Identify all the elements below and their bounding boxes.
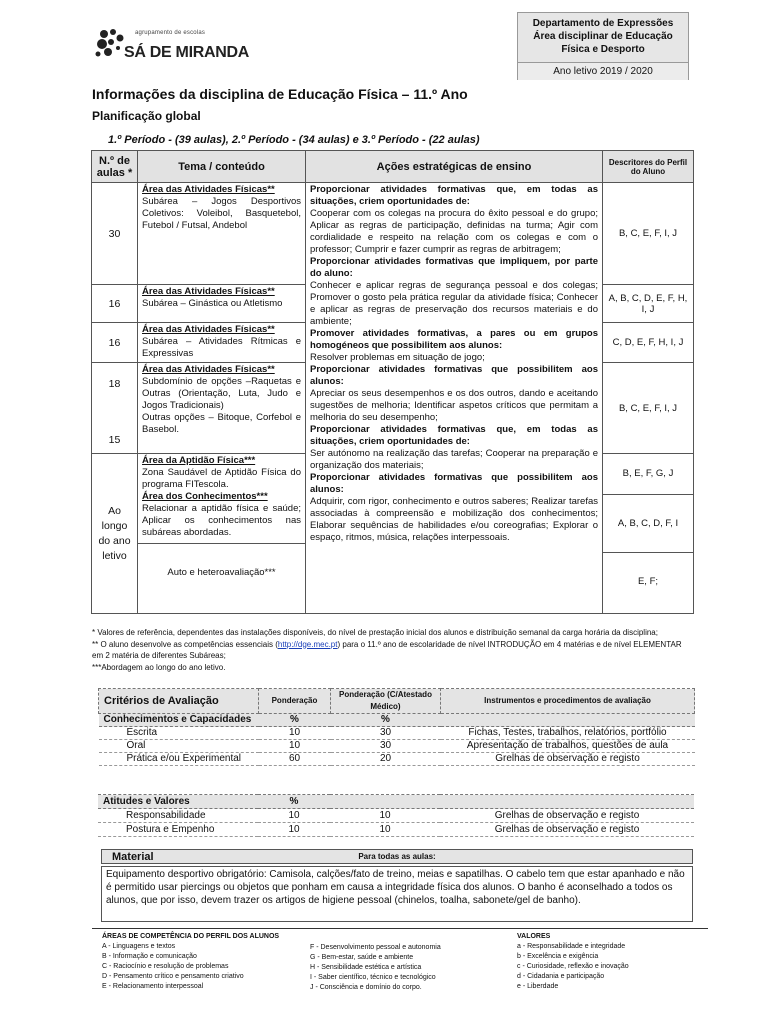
criteria-name: Prática e/ou Experimental [99, 753, 259, 766]
weight-medical-header: Ponderação (C/Atestado Médico) [331, 689, 441, 714]
footnote: * Valores de referência, dependentes das instalações disponíveis, do nível de prestação inicial dos alunos e distribuição semanal da carga horária da disciplina; [92, 628, 658, 637]
legend-values-title: VALORES [517, 933, 551, 940]
tema-cell [138, 285, 306, 323]
tema-title: Área das Atividades Físicas** [142, 324, 275, 335]
aulas-cell: 30 [92, 183, 138, 285]
tema-text: Subárea – Ginástica ou Atletismo [142, 298, 283, 309]
footnotes [92, 627, 692, 673]
weight-medical-value: 20 [331, 753, 441, 766]
legend-item: F - Desenvolvimento pessoal e autonomia [310, 944, 441, 951]
tema-cell [138, 363, 306, 454]
material-label: Material [112, 851, 154, 863]
legend-item: A - Linguagens e textos [102, 943, 176, 950]
weight-medical-value: 30 [331, 740, 441, 753]
instrument-text: Grelhas de observação e registo [440, 809, 694, 823]
weight-value: 10 [258, 809, 330, 823]
legend-item: J - Consciência e domínio do corpo. [310, 984, 422, 991]
tema-title: Área da Aptidão Física*** [142, 455, 256, 466]
aulas-cell [92, 454, 138, 614]
tema-text: Subdomínio de opções –Raquetas e Outras (Orientação, Luta, Judo e Jogos Tradicionais) [142, 376, 301, 411]
page-subtitle: Planificação global [92, 109, 201, 123]
tema-title: Área dos Conhecimentos*** [142, 491, 268, 502]
group-unit: % [331, 714, 441, 727]
tema-text: Auto e heteroavaliação*** [167, 566, 276, 578]
legend-areas-col1 [102, 932, 279, 992]
descritor-cell: A, B, C, D, E, F, H, I, J [603, 285, 694, 323]
descritor-value: E, F; [603, 552, 693, 610]
acao-text: Apreciar os seus desempenhos e os dos outros, dando e aceitando sugestões de melhoria; Identificar aspetos críticos que permitam a melhoria do seu desempenho; [310, 388, 598, 423]
criteria-name: Oral [99, 740, 259, 753]
attitudes-table [98, 794, 694, 837]
acao-heading: Proporcionar atividades formativas que possibilitem aos alunos: [310, 472, 598, 495]
instrument-text: Grelhas de observação e registo [440, 823, 694, 837]
weight-value: 60 [259, 753, 331, 766]
dge-link[interactable]: http://dge.mec.pt [277, 639, 338, 649]
tema-text: Zona Saudável de Aptidão Física do programa FITescola. [142, 467, 301, 490]
tema-cell [138, 323, 306, 363]
tema-title: Área das Atividades Físicas** [142, 184, 275, 195]
acao-text: Adquirir, com rigor, conhecimento e outros saberes; Realizar tarefas associadas à compreensão e mobilização dos conhecimentos; Elaborar sequências de habilidades e/ou coreografias; Explorar o espaço, ritmos, música, relações interpessoais. [310, 496, 598, 543]
dept-line: Física e Desporto [561, 44, 645, 55]
instrument-text: Grelhas de observação e registo [441, 753, 695, 766]
criteria-table [98, 688, 695, 766]
acao-heading: Promover atividades formativas, a pares ou em grupos homogéneos que possibilitem aos alunos: [310, 328, 598, 351]
descritor-cell: C, D, E, F, H, I, J [603, 323, 694, 363]
tema-title: Área das Atividades Físicas** [142, 364, 275, 375]
acao-text: Conhecer e aplicar regras de segurança pessoal e dos colegas; Promover o gosto pela prática regular da atividade física; Conhecer e aplicar as regras de preservação dos recursos materiais e do ambiente; [310, 280, 598, 327]
legend-item: I - Saber científico, técnico e tecnológico [310, 974, 436, 981]
weight-header: Ponderação [259, 689, 331, 714]
school-year: Ano letivo 2019 / 2020 [518, 62, 688, 80]
acao-text: Resolver problemas em situação de jogo; [310, 352, 485, 363]
footnote: ***Abordagem ao longo do ano letivo. [92, 662, 226, 672]
descritor-cell: B, C, E, F, I, J [603, 363, 694, 454]
footnote-part: ) para o 11.º ano de escolaridade de nível INTRODUÇÃO em 4 matérias e de nível ELEMENTAR em 2 matéria de diferentes Subáreas; [92, 639, 682, 660]
dept-line: Área disciplinar de Educação [533, 31, 673, 42]
logo-subtitle: agrupamento de escolas [135, 30, 206, 36]
descritor-cell: B, C, E, F, I, J [603, 183, 694, 285]
tema-cell [138, 183, 306, 285]
acao-text: Cooperar com os colegas na procura do êxito pessoal e do grupo; Aplicar as regras de participação, definidas na turma; Agir com cordialidade e respeito na relação com os colegas e com o professor; Cumprir e fazer cumprir as regras de arbitragem; [310, 208, 598, 255]
tema-text: Relacionar a aptidão física e saúde; Aplicar os conhecimentos nas subáreas abordadas. [142, 503, 301, 538]
acao-heading: Proporcionar atividades formativas que impliquem, por parte do aluno: [310, 256, 598, 279]
footnote-part: ** O aluno desenvolve as competências essenciais ( [92, 639, 278, 649]
criteria-name: Escrita [99, 727, 259, 740]
legend-values-col [517, 932, 629, 992]
instrument-text: Fichas, Testes, trabalhos, relatórios, portfólio [441, 727, 695, 740]
col-header-descritores: Descritores do Perfil do Aluno [603, 151, 694, 183]
aulas-value: Ao longo do ano letivo [98, 504, 131, 562]
tema-text: Subárea – Atividades Rítmicas e Expressivas [142, 336, 301, 359]
tema-cell [138, 454, 306, 614]
legend-item: C - Raciocínio e resolução de problemas [102, 963, 229, 970]
legend-item: H - Sensibilidade estética e artística [310, 964, 422, 971]
weight-value: 10 [258, 823, 330, 837]
legend-item: b - Excelência e exigência [517, 953, 599, 960]
acao-text: Ser autónomo na realização das tarefas; Cooperar na preparação e organização dos materiais; [310, 448, 598, 471]
legend-item: d - Cidadania e participação [517, 973, 605, 980]
page-title: Informações da disciplina de Educação Física – 11.º Ano [92, 86, 468, 102]
tema-text: Subárea – Jogos Desportivos Coletivos: Voleibol, Basquetebol, Futebol / Futsal, Andebol [142, 196, 301, 231]
aulas-cell: 16 [92, 285, 138, 323]
dept-line: Departamento de Expressões [532, 18, 674, 29]
legend-item: B - Informação e comunicação [102, 953, 197, 960]
aulas-value: 15 [108, 434, 121, 446]
aulas-cell: 16 [92, 323, 138, 363]
planning-table [91, 150, 694, 614]
legend [92, 928, 708, 998]
weight-medical-value: 30 [331, 727, 441, 740]
legend-item: D - Pensamento crítico e pensamento criativo [102, 973, 244, 980]
col-header-acoes: Ações estratégicas de ensino [306, 151, 603, 183]
attitude-name: Postura e Empenho [98, 823, 258, 837]
group-name: Conhecimentos e Capacidades [99, 714, 259, 727]
department-box [517, 12, 689, 80]
group-unit: % [259, 714, 331, 727]
material-text: Equipamento desportivo obrigatório: Camisola, calções/fato de treino, meias e sapatilhas. O cabelo tem que estar apanhado e não é permitido usar piercings ou objetos que ponham em causa a integridade física dos alunos. O banho é aconselhado a todos os alunos, que por isso, devem trazer os artigos de higiene pessoal (chinelos, toalha, sabonete/gel de banho). [101, 866, 693, 922]
aulas-value: 18 [108, 378, 121, 390]
legend-item: e - Liberdade [517, 983, 559, 990]
legend-item: c - Curiosidade, reflexão e inovação [517, 963, 629, 970]
col-header-tema: Tema / conteúdo [138, 151, 306, 183]
material-subtitle: Para todas as aulas: [358, 852, 436, 861]
legend-item: E - Relacionamento interpessoal [102, 983, 204, 990]
acao-heading: Proporcionar atividades formativas que possibilitem aos alunos: [310, 364, 598, 387]
tema-text: Outras opções – Bitoque, Corfebol e Basebol. [142, 412, 301, 435]
acao-heading: Proporcionar atividades formativas que, em todas as situações, criem oportunidades de: [310, 184, 598, 207]
group-name: Atitudes e Valores [98, 795, 258, 809]
acoes-cell [306, 183, 603, 614]
descritor-cell [603, 454, 694, 614]
attitude-name: Responsabilidade [98, 809, 258, 823]
weight-value: 10 [259, 727, 331, 740]
material-header [101, 849, 693, 864]
weight-value: 10 [259, 740, 331, 753]
col-header-aulas: N.º de aulas * [92, 151, 138, 183]
legend-item: G - Bem-estar, saúde e ambiente [310, 954, 414, 961]
legend-item: a - Responsabilidade e integridade [517, 943, 626, 950]
instruments-header: Instrumentos e procedimentos de avaliação [441, 689, 695, 714]
footnote [92, 639, 692, 662]
weight-medical-value: 10 [330, 809, 440, 823]
group-unit: % [258, 795, 330, 809]
legend-areas-title: ÁREAS DE COMPETÊNCIA DO PERFIL DOS ALUNOS [102, 933, 280, 940]
instrument-text: Apresentação de trabalhos, questões de aula [441, 740, 695, 753]
aulas-cell [92, 363, 138, 454]
criteria-header: Critérios de Avaliação [99, 689, 259, 714]
weight-medical-value: 10 [330, 823, 440, 837]
descritor-value: A, B, C, D, F, I [603, 494, 693, 552]
periods-text: 1.º Período - (39 aulas), 2.º Período - (34 aulas) e 3.º Período - (22 aulas) [108, 134, 480, 146]
legend-areas-col2 [310, 943, 441, 993]
logo-title: SÁ DE MIRANDA [124, 44, 249, 61]
descritor-value: B, E, F, G, J [622, 467, 674, 479]
tema-title: Área das Atividades Físicas** [142, 286, 275, 297]
acao-heading: Proporcionar atividades formativas que, em todas as situações, criem oportunidades de: [310, 424, 598, 447]
